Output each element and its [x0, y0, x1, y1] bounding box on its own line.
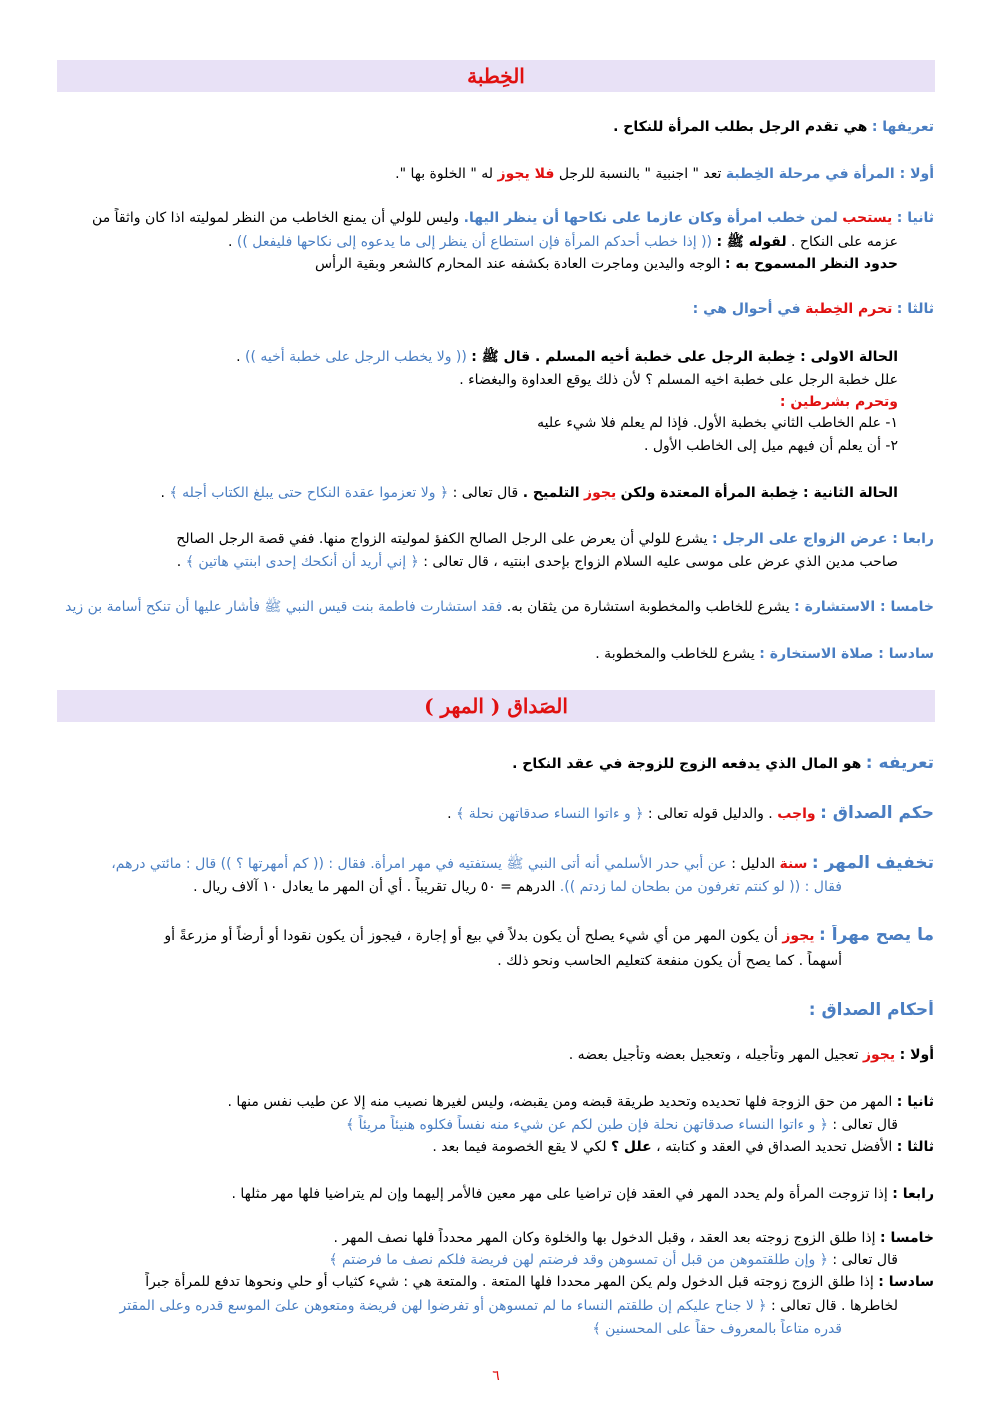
r5-verse: ﴿ وإن طلقتموهن من قبل أن تمسوهن وقد فرضتم لهن فريضة فلكم نصف ما فرضتم ﴾ — [329, 1252, 828, 1268]
r2-say: قال تعالى : — [832, 1117, 898, 1133]
khitba-first — [58, 164, 934, 184]
sixth-text: يشرع للخاطب والمخطوبة . — [595, 646, 755, 662]
khitba-third — [58, 299, 934, 319]
fifth-note: فقد استشارت فاطمة بنت قيس النبي ﷺ فأشار عليها أن تنكح أسامة بن زيد — [65, 599, 503, 615]
sadaq-def-text: هو المال الذي يدفعه الزوج للزوجة في عقد النكاح . — [512, 756, 862, 772]
lighten-hadith: عن أبي حدر الأسلمي أنه أتى النبي ﷺ يستفتيه في مهر امرأة. فقال : (( كم أمهرتها ؟ )) قال : مائتي درهم، — [111, 856, 727, 872]
r2-verse: ﴿ و ءاتوا النساء صدقاتهن نحلة فإن طبن لكم عن شيء منه نفساً فكلوه هنيئاً مريئاً ﴾ — [345, 1117, 828, 1133]
valid-label: ما يصح مهراً : — [819, 925, 934, 945]
second-hadith: (( إذا خطب أحدكم المرأة فإن استطاع أن ينظر إلى ما يدعوه إلى نكاحها فليفعل )) — [236, 234, 712, 250]
case1-hadith: (( ولا يخطب الرجل على خطبة أخيه )) — [244, 349, 467, 365]
r5-say: قال تعالى : — [832, 1252, 898, 1268]
second-l2a: عزمه على النكاح . — [791, 234, 898, 250]
ruling-2-verse — [58, 1115, 898, 1135]
rulings-title — [58, 1000, 934, 1021]
r4-text: إذا تزوجت المرأة ولم يحدد المهر في العقد فإن تراضيا على مهر معين فالأمر إليهما وإن لم يتراضيا فلها مهر مثلها . — [231, 1186, 888, 1202]
sadaq-valid-line1 — [58, 925, 934, 946]
second-l3text: الوجه واليدين وماجرت العادة بكشفه عند المحارم كالشعر وبقية الرأس — [315, 256, 721, 272]
r1-red: يجوز — [862, 1047, 896, 1063]
sadaq-ruling — [58, 803, 934, 824]
ruling-1 — [58, 1045, 934, 1065]
valid-text: أن يكون المهر من أي شيء يصلح أن يكون بدلاً في بيع أو إجارة ، فيجوز أن يكون نقودا أو أرضاً أو مزرعةً أو — [164, 928, 778, 944]
r3-bold: علل ؟ — [610, 1139, 652, 1155]
khitba-second-line3 — [58, 254, 898, 274]
case1-line1 — [58, 347, 898, 367]
case1-end: . — [236, 349, 241, 365]
second-recommend: يستحب — [842, 210, 893, 226]
sadaq-lighten-line1 — [58, 853, 934, 874]
definition-label: تعريفها : — [871, 119, 934, 135]
fifth-text: يشرع للخاطب والمخطوبة استشارة من يثقان به. — [506, 599, 790, 615]
lighten-label: تخفيف المهر : — [811, 853, 934, 873]
khitba-second-line2 — [58, 232, 898, 252]
sadaq-valid-line2: أسهماً . كما يصح أن يكون منفعة كتعليم الحاسب ونحو ذلك . — [497, 953, 842, 969]
second-l2b: لقوله ﷺ : — [716, 234, 787, 250]
second-l2end: . — [227, 234, 233, 250]
ruling-end: . — [447, 806, 452, 822]
case2-end: . — [160, 485, 165, 501]
ruling-4 — [58, 1184, 934, 1204]
case1-line2: علل خطبة الرجل على خطبة اخيه المسلم ؟ لأن ذلك يوقع العداوة والبغضاء . — [459, 372, 898, 388]
r4-label: رابعا : — [892, 1186, 934, 1202]
ruling-5-verse — [58, 1250, 898, 1270]
r2-text: المهر من حق الزوجة فلها تحديده وتحديد طريقة قبضه ومن يقبضه، وليس لغيرها نصيب منه إلا عن طيب نفس منها . — [227, 1094, 893, 1110]
sadaq-definition — [58, 753, 934, 774]
sadaq-def-label: تعريفه : — [865, 753, 934, 773]
case2-verse: ﴿ ولا تعزموا عقدة النكاح حتى يبلغ الكتاب أجله ﴾ — [169, 485, 449, 501]
section-title-khitba: الخِطبة — [57, 60, 935, 92]
r3-label: ثالثا : — [896, 1139, 934, 1155]
third-label: ثالثا : — [896, 301, 934, 317]
r3-text: الأفضل تحديد الصداق في العقد و كتابته ، — [656, 1139, 893, 1155]
khitba-fourth-line1 — [58, 529, 934, 549]
lighten-hadith-2: فقال : (( لو كنتم تغرفون من بطحان لما زدتم )). — [559, 879, 842, 895]
r6-verse-2: قدره متاعاً بالمعروف حقاً على المحسنين ﴾ — [592, 1321, 842, 1337]
khitba-fifth — [58, 597, 934, 617]
ruling-3 — [58, 1137, 934, 1157]
ruling-5 — [58, 1228, 934, 1248]
sadaq-lighten-line2 — [58, 877, 842, 897]
case2-bold2: التلميح . — [522, 485, 580, 501]
rulings-title-text: أحكام الصداق : — [808, 1000, 934, 1020]
r1-label: أولا : — [899, 1047, 934, 1063]
case1-label: الحالة الاولى : — [800, 349, 898, 365]
lighten-red: سنة — [779, 856, 808, 872]
ruling-verse: ﴿ و ءاتوا النساء صدقاتهن نحلة ﴾ — [456, 806, 644, 822]
third-red: تحرم الخِطبة — [805, 301, 893, 317]
valid-red: يجوز — [782, 928, 815, 944]
sixth-label: سادسا : صلاة الاستخارة : — [759, 646, 934, 662]
page-number: ٦ — [492, 1368, 500, 1384]
section-title-sadaq: الصَداق ( المهر ) — [57, 690, 935, 722]
fifth-label: خامسا : الاستشارة : — [794, 599, 934, 615]
ruling-6 — [58, 1272, 934, 1292]
r2-label: ثانيا : — [896, 1094, 934, 1110]
case2-bold1: خِطبة المرأة المعتدة ولكن — [620, 485, 799, 501]
lighten-t2: الدرهم = ٥٠ ريال تقريباً . أي أن المهر ما يعادل ١٠ آلاف ريال . — [193, 879, 556, 895]
r6-line2a: لخاطرها . قال تعالى : — [770, 1298, 898, 1314]
fourth-text: يشرع للولي أن يعرض على الرجل الصالح الكفؤ لموليته الزواج منها. ففي قصة الرجل الصالح — [176, 531, 708, 547]
first-forbid: فلا يجوز — [497, 166, 555, 182]
fourth-end: . — [176, 554, 182, 570]
r1-text: تعجيل المهر وتأجيله ، وتعجيل بعضه وتأجيل بعضه . — [568, 1047, 859, 1063]
r6-verse-1: ﴿ لا جناح عليكم إن طلقتم النساء ما لم تمسوهن أو تفرضوا لهن فريضة ومتعوهن علىَ الموسع قدره وعلى المقتر — [119, 1298, 767, 1314]
first-label: أولا : المرأة في مرحلة الخِطبة — [725, 166, 934, 182]
first-text: تعد " اجنبية " بالنسبة للرجل — [558, 166, 722, 182]
ruling-label: حكم الصداق : — [820, 803, 934, 823]
r3-rest: لكي لا يقع الخصومة فيما بعد . — [432, 1139, 607, 1155]
ruling-text: . والدليل قوله تعالى : — [647, 806, 773, 822]
r6-text: إذا طلق الزوج زوجته قبل الدخول ولم يكن المهر محددا فلها المتعة . والمتعة هي : شيء كثياب أو حلي ونحوها تدفع للمرأة جبراً — [145, 1274, 874, 1290]
case2-label: الحالة الثانية : — [803, 485, 898, 501]
fourth-verse: ﴿ إني أريد أن أنكحك إحدى ابنتي هاتين ﴾ — [185, 554, 419, 570]
khitba-sixth — [58, 644, 934, 664]
khitba-definition — [58, 117, 934, 137]
r5-label: خامسا : — [880, 1230, 934, 1246]
ruling-red: واجب — [777, 806, 816, 822]
third-rest: في أحوال هي : — [692, 301, 801, 317]
case1-conditions-label — [58, 392, 898, 412]
case1-condition-2: ٢- أن يعلم أن فيهم ميل إلى الخاطب الأول . — [643, 438, 898, 454]
r5-text: إذا طلق الزوج زوجته بعد العقد ، وقبل الدخول بها والخلوة وكان المهر محدداً فلها نصف المهر . — [333, 1230, 876, 1246]
khitba-second-line1 — [58, 208, 934, 228]
lighten-t1: الدليل : — [731, 856, 775, 872]
khitba-fourth-line2 — [58, 552, 898, 572]
second-rest: وليس للولي أن يمنع الخاطب من النظر لموليته اذا كان واثقاً من — [92, 210, 460, 226]
ruling-2 — [58, 1092, 934, 1112]
case1-condition-1: ١- علم الخاطب الثاني بخطبة الأول. فإذا لم يعلم فلا شيء عليه — [537, 415, 898, 431]
case2-line — [58, 483, 898, 503]
definition-text: هي تقدم الرجل بطلب المرأة للنكاح . — [613, 119, 868, 135]
second-label: ثانيا : — [896, 210, 934, 226]
first-text-end: له " الخلوة بها ". — [395, 166, 494, 182]
ruling-6-line3 — [58, 1319, 842, 1339]
r6-label: سادسا : — [878, 1274, 934, 1290]
fourth-line2: صاحب مدين الذي عرض على موسى عليه السلام الزواج بإحدى ابنتيه ، قال تعالى : — [423, 554, 898, 570]
case2-say: قال تعالى : — [452, 485, 519, 501]
conditions-label: وتحرم بشرطين : — [779, 394, 898, 410]
case1-bold: خِطبة الرجل على خطبة أخيه المسلم . قال ﷺ : — [471, 349, 796, 365]
second-bold: لمن خطب امرأة وكان عازما على نكاحها أن ينظر اليها. — [463, 210, 838, 226]
ruling-6-line2 — [58, 1296, 898, 1316]
case2-red: يجوز — [584, 485, 617, 501]
second-l3label: حدود النظر المسموح به : — [725, 256, 898, 272]
fourth-label: رابعا : عرض الزواج على الرجل : — [712, 531, 934, 547]
